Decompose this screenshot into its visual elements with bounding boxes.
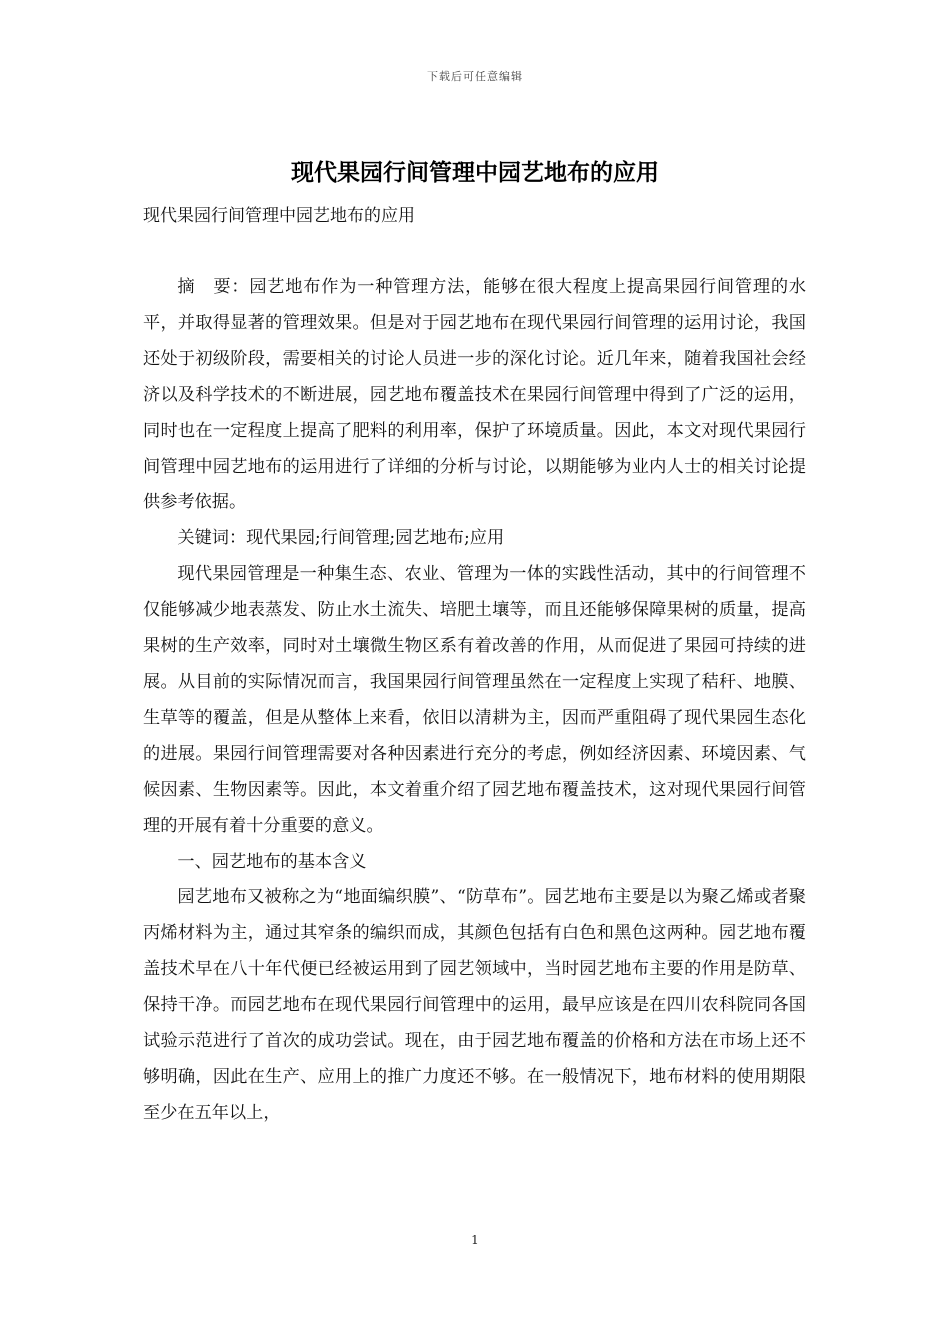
page-number: 1 xyxy=(471,1233,479,1247)
document-title: 现代果园行间管理中园艺地布的应用 xyxy=(291,159,659,186)
section-paragraph: 园艺地布又被称之为“地面编织膜”、“防草布”。园艺地布主要是以为聚乙烯或者聚丙烯材料为主，通过其窄条的编织而成，其颜色包括有白色和黑色这两种。园艺地布覆盖技术早在八十年代便已经被运用到了园艺领域中，当时园艺地布主要的作用是防草、保持干净。而园艺地布在现代果园行间管理中的运用，最早应该是在四川农科院同各国试验示范进行了首次的成功尝试。现在，由于园艺地布覆盖的价格和方法在市场上还不够明确，因此在生产、应用上的推广力度还不够。在一般情况下，地布材料的使用期限至少在五年以上， xyxy=(143,887,806,1123)
section-heading: 一、园艺地布的基本含义 xyxy=(177,851,367,872)
keywords-paragraph: 关键词：现代果园;行间管理;园艺地布;应用 xyxy=(177,528,505,549)
introduction-paragraph: 现代果园管理是一种集生态、农业、管理为一体的实践性活动，其中的行间管理不仅能够减少地表蒸发、防止水土流失、培肥土壤等，而且还能够保障果树的质量，提高果树的生产效率，同时对土壤微生物区系有着改善的作用，从而促进了果园可持续的进展。从目前的实际情况而言，我国果园行间管理虽然在一定程度上实现了秸秆、地膜、生草等的覆盖，但是从整体上来看，依旧以清耕为主，因而严重阻碍了现代果园生态化的进展。果园行间管理需要对各种因素进行充分的考虑，例如经济因素、环境因素、气候因素、生物因素等。因此，本文着重介绍了园艺地布覆盖技术，这对现代果园行间管理的开展有着十分重要的意义。 xyxy=(143,564,806,836)
header-note: 下载后可任意编辑 xyxy=(427,70,523,83)
document-body xyxy=(143,270,806,1132)
abstract-paragraph: 摘 要：园艺地布作为一种管理方法，能够在很大程度上提高果园行间管理的水平，并取得显著的管理效果。但是对于园艺地布在现代果园行间管理的运用讨论，我国还处于初级阶段，需要相关的讨论人员进一步的深化讨论。近几年来，随着我国社会经济以及科学技术的不断进展，园艺地布覆盖技术在果园行间管理中得到了广泛的运用，同时也在一定程度上提高了肥料的利用率，保护了环境质量。因此，本文对现代果园行间管理中园艺地布的运用进行了详细的分析与讨论，以期能够为业内人士的相关讨论提供参考依据。 xyxy=(143,277,806,513)
document-subtitle: 现代果园行间管理中园艺地布的应用 xyxy=(143,206,415,226)
